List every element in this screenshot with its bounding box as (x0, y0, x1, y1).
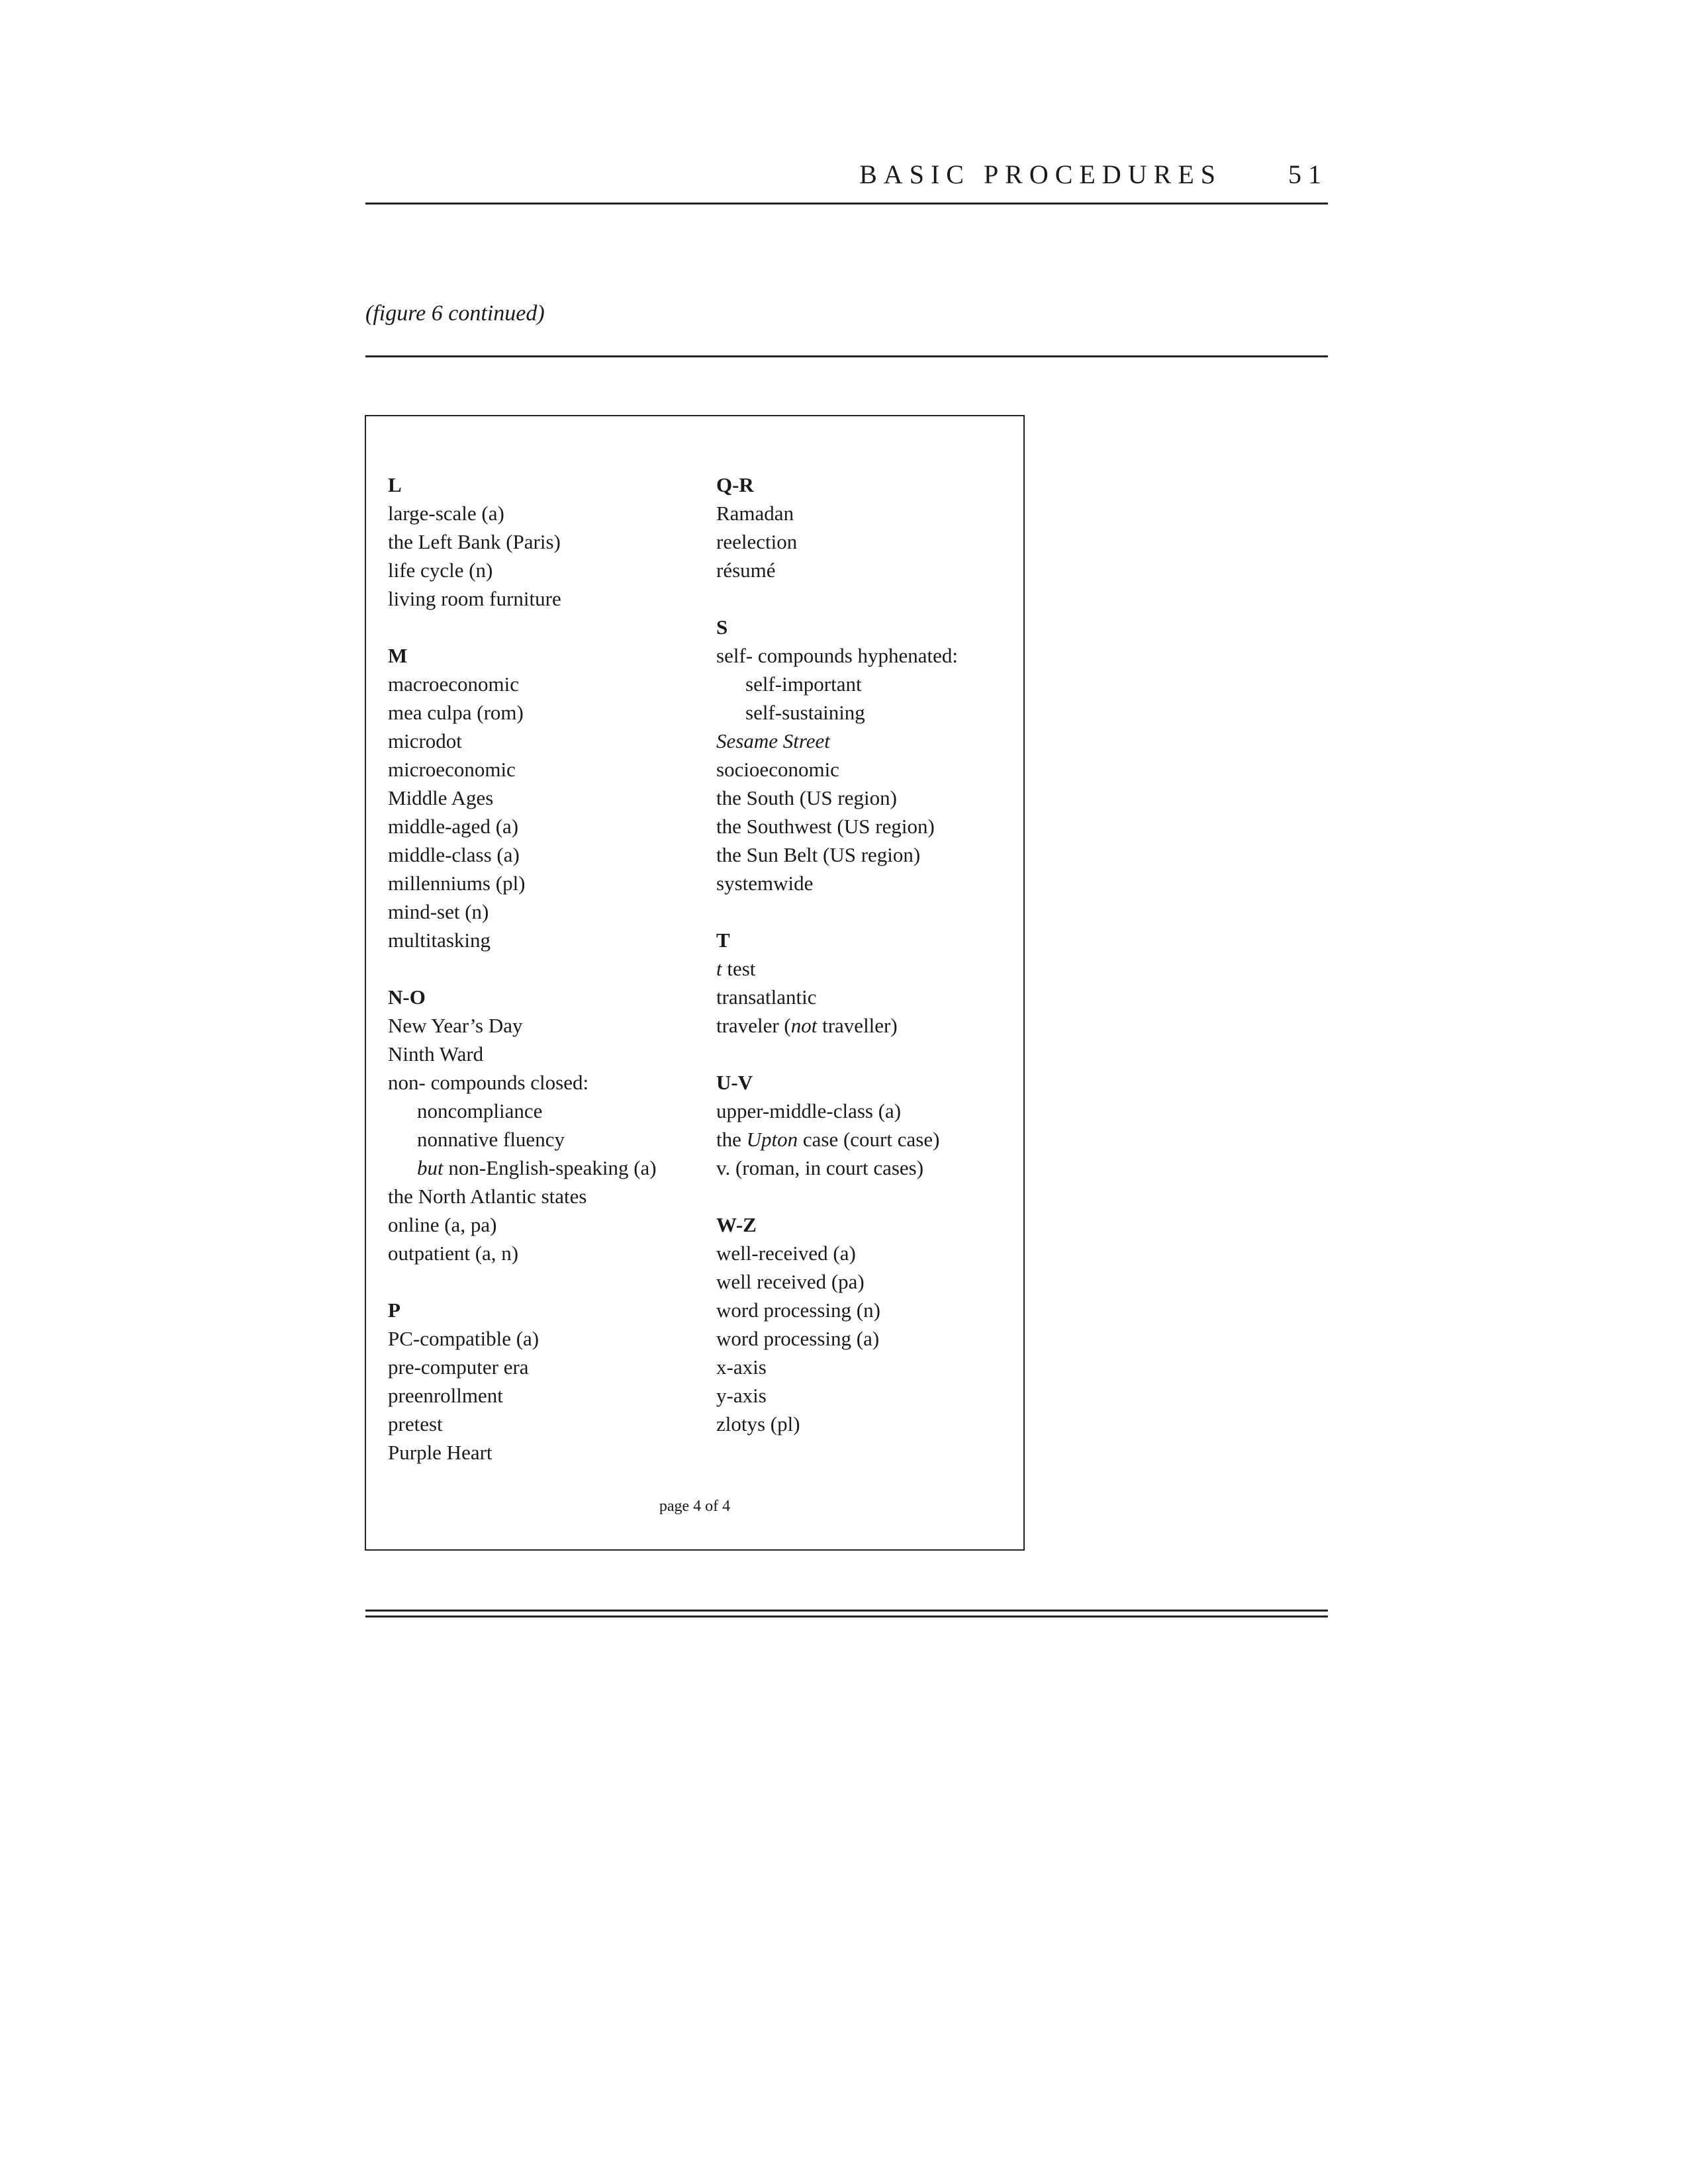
word-entry (388, 841, 699, 869)
word-entry (388, 556, 699, 584)
word-entry (388, 499, 699, 527)
entry-text: transatlantic (716, 985, 817, 1009)
section-heading: M (388, 644, 408, 667)
word-entry (716, 1267, 1008, 1296)
word-entry (716, 1410, 1008, 1438)
word-entry (716, 527, 1008, 556)
entry-text: test (722, 957, 756, 980)
entry-text: non-English-speaking (a) (443, 1156, 657, 1179)
word-entry (388, 584, 699, 613)
word-entry (388, 1438, 699, 1467)
entry-text: y-axis (716, 1384, 767, 1407)
entry-text: systemwide (716, 872, 814, 895)
entry-text: self- compounds hyphenated: (716, 644, 959, 667)
section-heading: W-Z (716, 1213, 757, 1236)
word-entry (388, 1154, 699, 1182)
letter-section (716, 926, 1008, 1040)
right-column (716, 471, 1008, 1467)
entry-text: macroeconomic (388, 672, 519, 696)
word-entry (388, 1097, 699, 1125)
figure-caption: (figure 6 continued) (365, 301, 545, 326)
figure-page-count: page 4 of 4 (659, 1498, 731, 1515)
entry-text: word processing (n) (716, 1298, 880, 1322)
word-entry (388, 1125, 699, 1154)
word-entry (388, 698, 699, 727)
entry-text: outpatient (a, n) (388, 1242, 519, 1265)
entry-text: the (716, 1128, 747, 1151)
entry-text: the North Atlantic states (388, 1185, 587, 1208)
word-entry (716, 755, 1008, 784)
entry-text: pretest (388, 1412, 443, 1435)
entry-text: the South (US region) (716, 786, 897, 809)
word-entry (716, 1011, 1008, 1040)
word-entry (388, 1011, 699, 1040)
word-entry (716, 1097, 1008, 1125)
entry-text: case (court case) (798, 1128, 940, 1151)
word-entry (388, 670, 699, 698)
word-entry (716, 1296, 1008, 1324)
entry-text: Purple Heart (388, 1441, 492, 1464)
section-heading: S (716, 615, 728, 639)
word-entry (716, 954, 1008, 983)
word-entry (388, 869, 699, 897)
italic-text: but (417, 1156, 444, 1179)
entry-text: non- compounds closed: (388, 1071, 589, 1094)
entry-text: pre-computer era (388, 1355, 529, 1379)
word-entry (388, 1353, 699, 1381)
word-entry (716, 727, 1008, 755)
entry-text: the Southwest (US region) (716, 815, 935, 838)
word-entry (716, 841, 1008, 869)
entry-text: mea culpa (rom) (388, 701, 524, 724)
section-heading: U-V (716, 1071, 753, 1094)
entry-text: preenrollment (388, 1384, 503, 1407)
word-entry (388, 755, 699, 784)
word-entry (388, 784, 699, 812)
word-entry (388, 1210, 699, 1239)
word-entry (388, 527, 699, 556)
word-entry (716, 698, 1008, 727)
entry-text: self-important (745, 672, 862, 696)
entry-text: zlotys (pl) (716, 1412, 800, 1435)
entry-text: self-sustaining (745, 701, 865, 724)
word-entry (716, 556, 1008, 584)
word-entry (388, 1239, 699, 1267)
entry-text: microdot (388, 729, 462, 752)
letter-section (716, 471, 1008, 584)
word-entry (388, 812, 699, 841)
entry-text: New Year’s Day (388, 1014, 523, 1037)
italic-text: Sesame Street (716, 729, 830, 752)
word-entry (388, 1381, 699, 1410)
entry-text: online (a, pa) (388, 1213, 497, 1236)
entry-text: résumé (716, 559, 776, 582)
word-entry (716, 784, 1008, 812)
entry-text: nonnative fluency (417, 1128, 565, 1151)
word-entry (716, 670, 1008, 698)
entry-text: x-axis (716, 1355, 767, 1379)
entry-text: Ramadan (716, 502, 794, 525)
page-header (365, 156, 1328, 205)
word-entry (388, 727, 699, 755)
entry-text: life cycle (n) (388, 559, 493, 582)
letter-section (716, 1068, 1008, 1182)
word-entry (388, 1040, 699, 1068)
entry-text: noncompliance (417, 1099, 543, 1122)
word-entry (716, 1125, 1008, 1154)
entry-text: Middle Ages (388, 786, 494, 809)
entry-text: socioeconomic (716, 758, 839, 781)
entry-text: well-received (a) (716, 1242, 856, 1265)
letter-section (716, 613, 1008, 897)
entry-text: middle-aged (a) (388, 815, 519, 838)
word-entry (716, 499, 1008, 527)
word-entry (388, 897, 699, 926)
entry-text: traveller) (817, 1014, 898, 1037)
word-entry (716, 812, 1008, 841)
entry-text: the Sun Belt (US region) (716, 843, 921, 866)
entry-text: word processing (a) (716, 1327, 880, 1350)
letter-section (388, 641, 699, 954)
word-entry (388, 926, 699, 954)
figure-box (365, 415, 1025, 1551)
letter-section (388, 1296, 699, 1467)
word-entry (716, 1324, 1008, 1353)
entry-text: PC-compatible (a) (388, 1327, 539, 1350)
section-heading: N-O (388, 985, 426, 1009)
entry-text: multitasking (388, 929, 491, 952)
italic-text: t (716, 957, 722, 980)
word-entry (388, 1410, 699, 1438)
word-entry (388, 1068, 699, 1097)
word-entry (388, 1182, 699, 1210)
word-entry (716, 983, 1008, 1011)
entry-text: large-scale (a) (388, 502, 504, 525)
section-heading: Q-R (716, 473, 754, 496)
entry-text: mind-set (n) (388, 900, 489, 923)
entry-text: traveler ( (716, 1014, 791, 1037)
entry-text: the Left Bank (Paris) (388, 530, 561, 553)
section-heading: T (716, 929, 730, 952)
letter-section (388, 471, 699, 613)
italic-text: not (790, 1014, 818, 1037)
word-entry (716, 1154, 1008, 1182)
word-entry (716, 1353, 1008, 1381)
running-head: BASIC PROCEDURES (859, 159, 1222, 189)
footer-double-rule (365, 1610, 1328, 1617)
entry-text: reelection (716, 530, 798, 553)
entry-text: millenniums (pl) (388, 872, 526, 895)
entry-text: microeconomic (388, 758, 516, 781)
letter-section (388, 983, 699, 1267)
entry-text: well received (pa) (716, 1270, 865, 1293)
word-entry (716, 641, 1008, 670)
entry-text: living room furniture (388, 587, 561, 610)
letter-section (716, 1210, 1008, 1438)
word-entry (716, 869, 1008, 897)
entry-text: v. (roman, in court cases) (716, 1156, 924, 1179)
entry-text: upper-middle-class (a) (716, 1099, 902, 1122)
caption-rule (365, 355, 1328, 357)
left-column (388, 471, 699, 1495)
entry-text: middle-class (a) (388, 843, 520, 866)
section-heading: L (388, 473, 402, 496)
word-entry (716, 1239, 1008, 1267)
page-number: 51 (1288, 159, 1328, 189)
word-entry (388, 1324, 699, 1353)
italic-text: Upton (746, 1128, 798, 1151)
entry-text: Ninth Ward (388, 1042, 484, 1066)
word-entry (716, 1381, 1008, 1410)
section-heading: P (388, 1298, 400, 1322)
